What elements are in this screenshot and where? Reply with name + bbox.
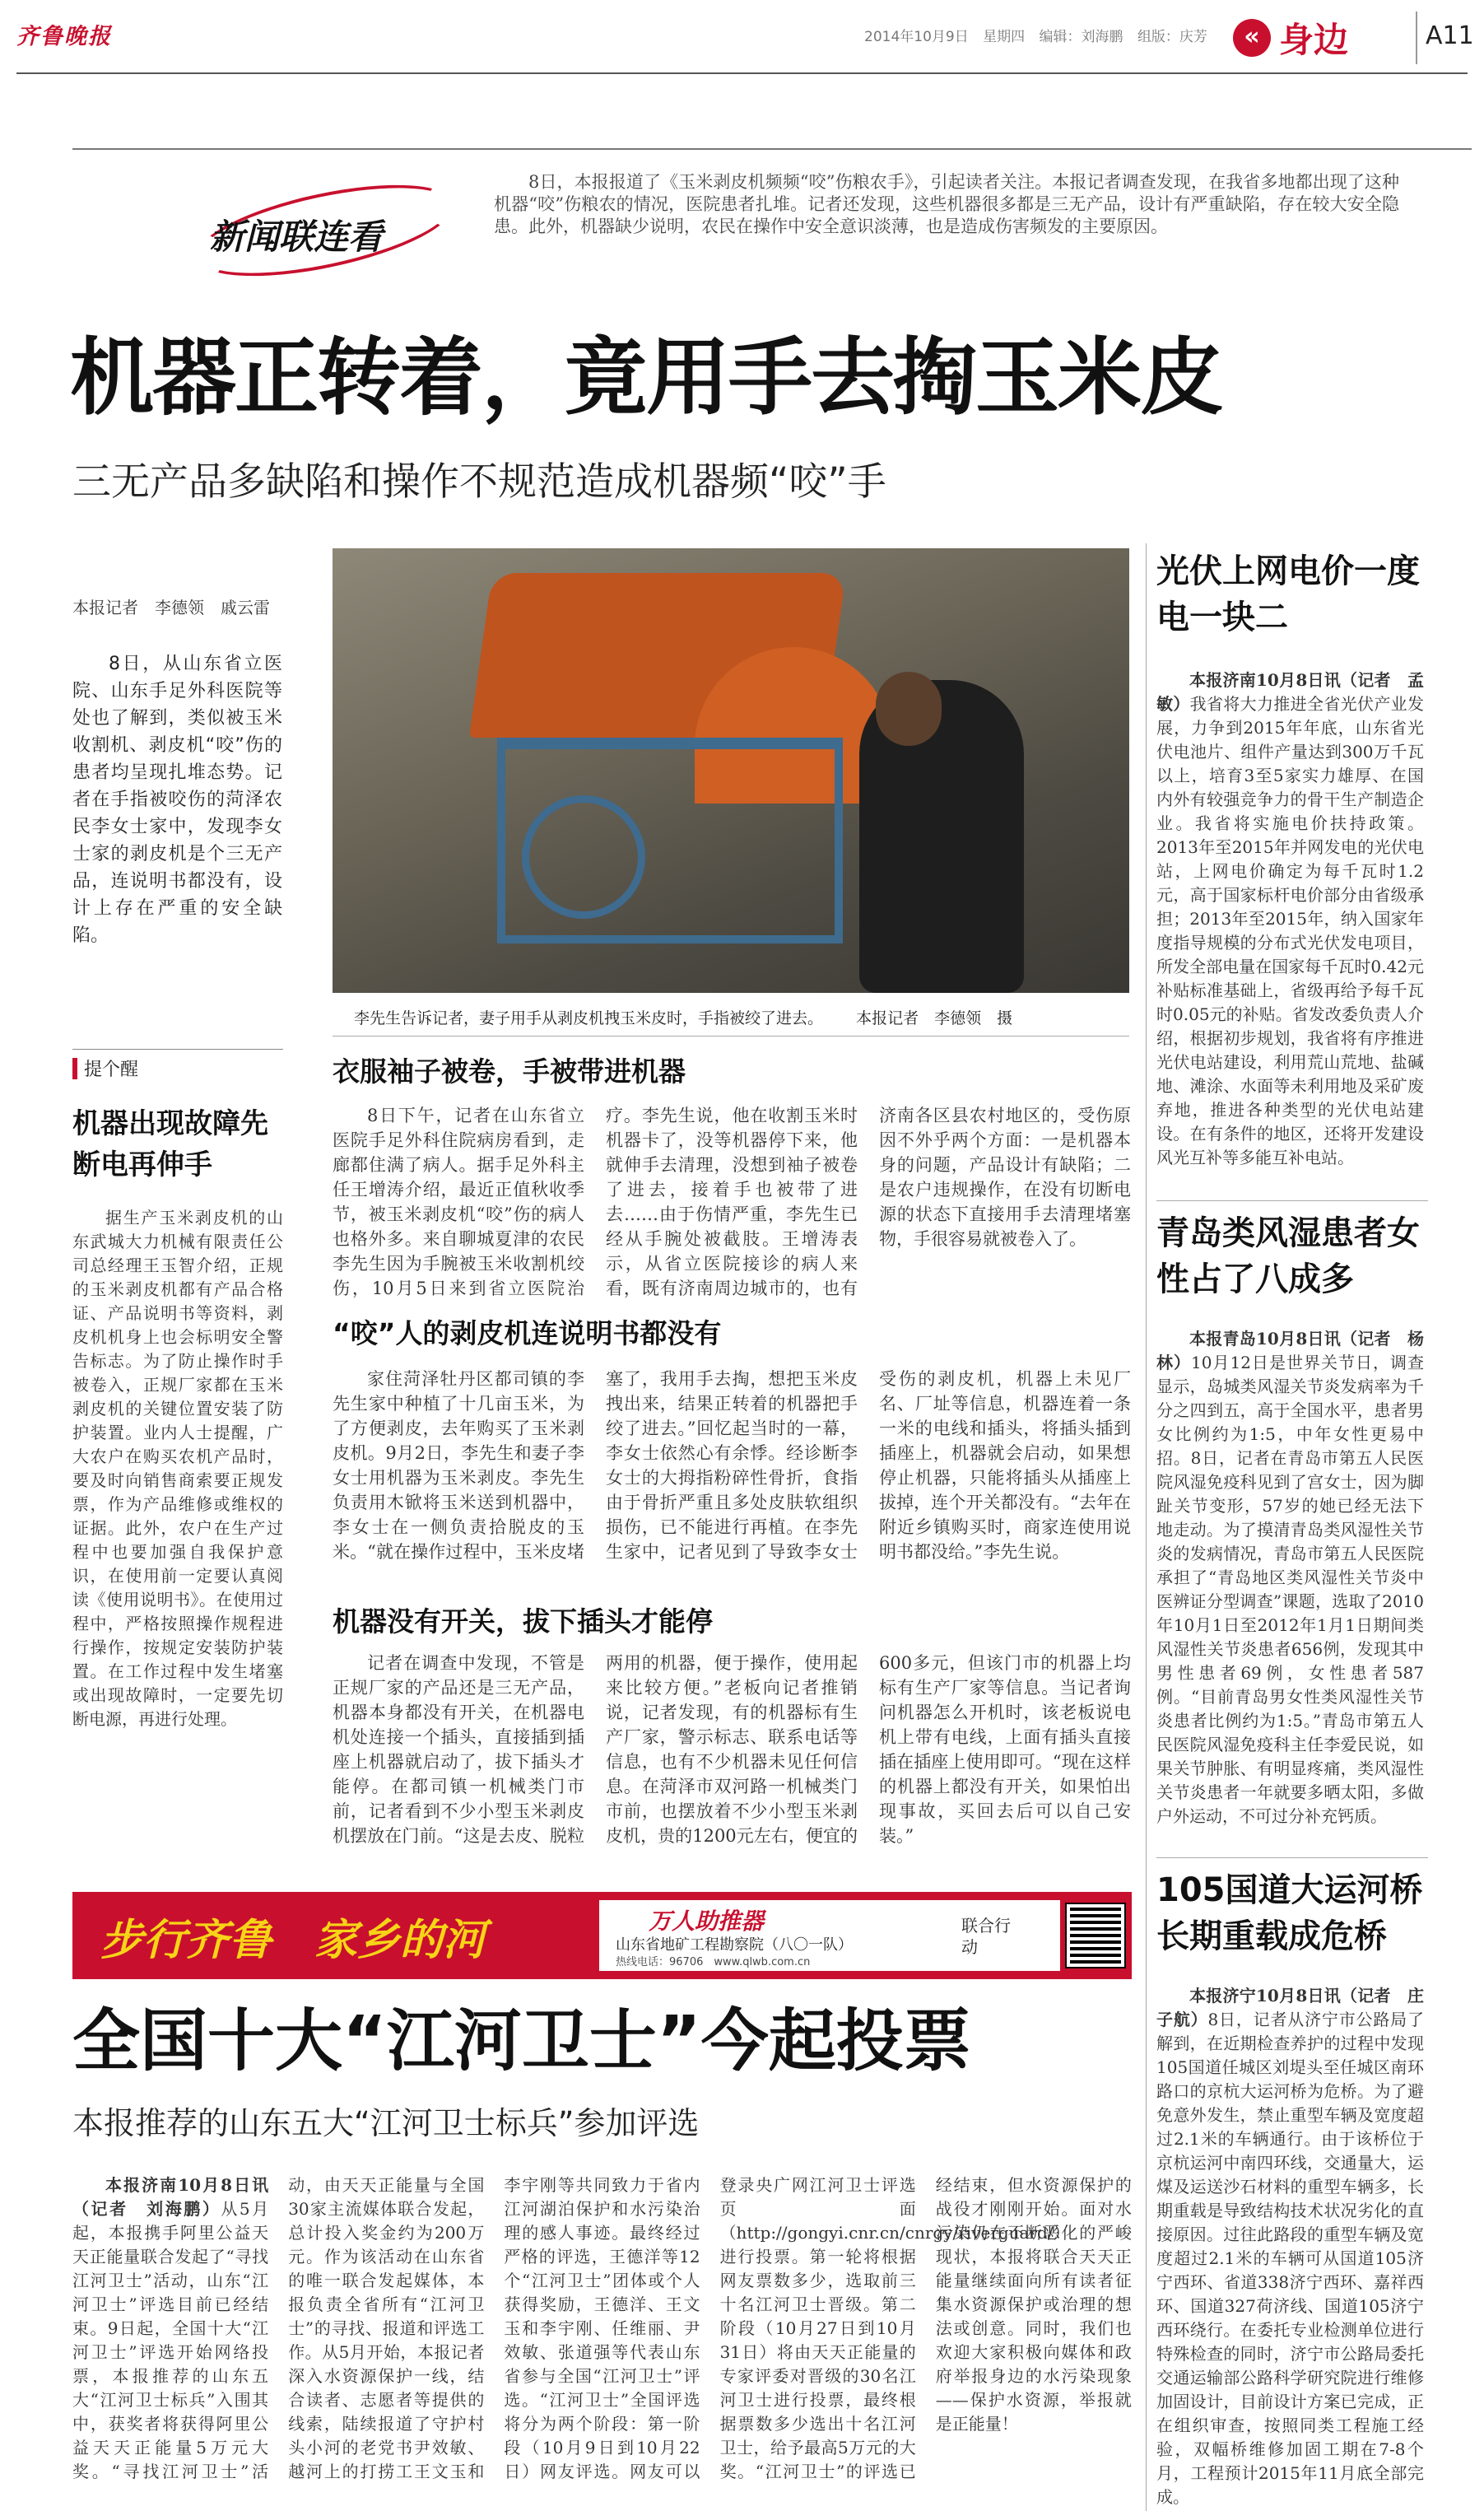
reminder-title: 机器出现故障先断电再伸手	[72, 1107, 268, 1181]
campaign-banner	[72, 1892, 1132, 1979]
sidebar-divider	[1146, 543, 1147, 2511]
photo-caption-rule	[333, 1036, 1129, 1037]
lead-top-rule	[72, 148, 1472, 150]
weekday: 星期四	[983, 29, 1026, 45]
banner-slogan: 步行齐鲁 家乡的河	[100, 1915, 486, 1965]
lead-subheadline: 三无产品多缺陷和操作不规范造成机器频“咬”手	[72, 459, 886, 505]
issue-date: 2014年10月9日	[864, 29, 969, 45]
page-number: A11	[1426, 21, 1474, 50]
caption-text: 李先生告诉记者，妻子用手从剥皮机拽玉米皮时，手指被绞了进去。	[354, 1009, 824, 1027]
section-tab	[1233, 13, 1414, 63]
section-label: 身边	[1279, 20, 1349, 60]
lead-photo	[333, 548, 1129, 993]
machine-wheel	[522, 795, 645, 919]
header-rule	[16, 72, 1468, 74]
second-dateline: 本报济南10月8日讯（记者 刘海鹏）	[72, 2175, 269, 2219]
banner-brand: 万人助推器	[649, 1908, 765, 1935]
banner-joint: 联合行动	[961, 1916, 1011, 1957]
lead-intro: 8日，本报报道了《玉米剥皮机频频“咬”伤粮农手》，引起读者关注。本报记者调查发现，在我省多地都出现了这种机器“咬”伤粮农的情况，医院患者扎堆。记者还发现，这些机器很多都是三无产品，设计有严重缺陷，存在较大安全隐患。此外，机器缺少说明，农民在操作中安全意识淡薄，也是造成伤害频发的主要原因。	[494, 172, 1399, 236]
lead-headline: 机器正转着，竟用手去掏玉米皮	[70, 329, 1222, 427]
lead-body-2: 家住菏泽牡丹区都司镇的李先生家中种植了十几亩玉米，为了方便剥皮，去年购买了玉米剥皮机。9月2日，李先生和妻子李女士用机器为玉米剥皮。李先生负责用木锨将玉米送到机器中，李女士在一侧负责拾脱皮的玉米。“就在操作过程中，玉米皮堵塞了，我用手去掏，想把玉米皮拽出来，结果正转着的机器把手绞了进去。”回忆起当时的一幕，李女士依然心有余悸。经诊断李女士的大拇指粉碎性骨折，食指由于骨折严重且多处皮肤软组织损伤，已不能进行再植。在李先生家中，记者见到了导致李女士受伤的剥皮机，机器上未见厂名、厂址等信息，机器连着一条一米的电线和插头，将插头插到插座上，机器就会启动，如果想停止机器，只能将插头从插座上拔掉，连个开关都没有。“去年在附近乡镇购买时，商家连使用说明书都没给。”李先生说。	[333, 1369, 1131, 1562]
lead-body-3: 记者在调查中发现，不管是正规厂家的产品还是三无产品，机器本身都没有开关，在机器电机处连接一个插头，直接插到插座上机器就启动了，拔下插头才能停。在都司镇一机械类门市前，记者看到不少小型玉米剥皮机摆放在门前。“这是去皮、脱粒两用的机器，便于操作，使用起来比较方便。”老板向记者推销说，记者发现，有的机器标有生产厂家，警示标志、联系电话等信息，也有不少机器未见任何信息。在菏泽市双河路一机械类门市前，也摆放着不少小型玉米剥皮机，贵的1200元左右，便宜的600多元，但该门市的机器上均标有生产厂家等信息。当记者询问机器怎么开机时，该老板说电机上带有电线，上面有插头直接插在插座上使用即可。“现在这样的机器上都没有开关，如果怕出现事故，买回去后可以自己安装。”	[333, 1653, 1131, 1846]
sidebar-dateline-3: 本报济宁10月8日讯（记者 庄子航）	[1156, 1986, 1424, 2029]
header-meta	[864, 25, 1207, 45]
header-divider	[1416, 12, 1417, 64]
reminder-label-text: 提个醒	[84, 1060, 139, 1080]
news-link-badge	[185, 169, 490, 284]
sidebar-title-3: 105国道大运河桥长期重载成危桥	[1156, 1871, 1423, 1955]
second-headline: 全国十大“江河卫士”今起投票	[72, 2002, 971, 2080]
lead-subhead-3: 机器没有开关，拔下插头才能停	[333, 1605, 713, 1638]
sidebar-body-2: 本报青岛10月8日讯（记者 杨林）10月12日是世界关节日，调查显示，岛城类风湿关节炎发病率为千分之四到五，高于全国水平，患者男女比例约为1:5，中年女性更易中招。8日，记者在青岛市第五人民医院风湿免疫科见到了宫女士，因为脚趾关节变形，57岁的她已经无法下地走动。为了摸清青岛类风湿性关节炎的发病情况，青岛市第五人民医院承担了“青岛地区类风湿性关节炎中医辨证分型调查”课题，选取了2010年10月1日至2012年1月1日期间类风湿性关节炎患者656例，发现其中男性患者69例，女性患者587例。“目前青岛男女性类风湿性关节炎患者比例约为1:5。”青岛市第五人民医院风湿免疫科主任李爱民说，如果关节肿胀、有明显疼痛，类风湿性关节炎患者一年就要多晒太阳，多做户外运动，不可过分补充钙质。	[1156, 1329, 1424, 1826]
banner-sponsor	[599, 1900, 1060, 1971]
paper-logo: 齐鲁晚报	[16, 24, 112, 49]
layout-editor: 组版：庆芳	[1137, 29, 1207, 45]
banner-org: 山东省地矿工程勘察院（八〇一队）	[616, 1936, 853, 1954]
reminder-text: 据生产玉米剥皮机的山东武城大力机械有限责任公司总经理王玉智介绍，正规的玉米剥皮机都有产品合格证、产品说明书等资料，剥皮机机身上也会标明安全警告标志。为了防止操作时手被卷入，正规厂家都在玉米剥皮机的关键位置安装了防护装置。业内人士提醒，广大农户在购买农机产品时，要及时向销售商索要正规发票，作为产品维修或维权的证据。此外，农户在生产过程中也要加强自我保护意识，在使用前一定要认真阅读《使用说明书》。在使用过程中，严格按照操作规程进行操作，按规定安装防护装置。在工作过程中发生堵塞或出现故障时，一定要先切断电源，再进行处理。	[72, 1208, 283, 1729]
second-body: 本报济南10月8日讯（记者 刘海鹏）从5月起，本报携手阿里公益天天正能量联合发起了“寻找江河卫士”活动，山东“江河卫士”评选目前已经结束。9日起，全国十大“江河卫士”评选开始网络投票，本报推荐的山东五大“江河卫士标兵”入围其中，获奖者将获得阿里公益天天正能量5万元大奖。“寻找江河卫士”活动，由天天正能量与全国30家主流媒体联合发起，总计投入奖金约为200万元。作为该活动在山东省的唯一联合发起媒体，本报负责全省所有“江河卫士”的寻找、报道和评选工作。从5月开始，本报记者深入水资源保护一线，结合读者、志愿者等提供的线索，陆续报道了守护村头小河的老党书尹效敏、越河上的打捞工王文玉和李宇刚等共同致力于省内江河湖泊保护和水污染治理的感人事迹。最终经过严格的评选，王德洋等12个“江河卫士”团体或个人获得奖励，王德洋、王文玉和李宇刚、任维丽、尹效敏、张道强等代表山东省参与全国“江河卫士”评选。“江河卫士”全国评选将分为两个阶段：第一阶段（10月9日到10月22日）网友评选。网友可以登录央广网江河卫士评选页面（http://gongyi.cnr.cn/cnrgy/riverguard/）进行投票。第一轮将根据网友票数多少，选取前三十名江河卫士晋级。第二阶段（10月27日到10月31日）将由天天正能量的专家评委对晋级的30名江河卫士进行投票，最终根据票数多少选出十名江河卫士，给予最高5万元的大奖。“江河卫士”的评选已经结束，但水资源保护的战役才刚刚开始。面对水污染仍在不断恶化的严峻现状，本报将联合天天正能量继续面向所有读者征集水资源保护或治理的想法或创意。同时，我们也欢迎大家积极向媒体和政府举报身边的水污染现象——保护水资源，举报就是正能量！	[72, 2175, 1132, 2481]
sidebar-dateline-2: 本报青岛10月8日讯（记者 杨林）	[1156, 1329, 1424, 1372]
banner-qr-code[interactable]	[1067, 1904, 1124, 1967]
reminder-label	[72, 1055, 138, 1081]
reminder-top-rule	[72, 1049, 283, 1050]
lead-byline: 本报记者 李德领 戚云雷	[72, 598, 270, 617]
lead-summary: 8日，从山东省立医院、山东手足外科医院等处也了解到，类似被玉米收割机、剥皮机“咬”伤的患者均呈现扎堆态势。记者在手指被咬伤的菏泽农民李女士家中，发现李女士家的剥皮机是个三无产品，连说明书都没有，设计上存在严重的安全缺陷。	[72, 654, 282, 946]
badge-text: 新闻联连看	[210, 217, 384, 257]
sidebar-body-1: 本报济南10月8日讯（记者 孟敏）我省将大力推进全省光伏产业发展，力争到2015年年底，山东省光伏电池片、组件产量达到300万千瓦以上，培育3至5家实力雄厚、在国内外有较强竞争力的骨干生产制造企业。我省将实施电价扶持政策。2013年至2015年并网发电的光伏电站，上网电价确定为每千瓦时1.2元，高于国家标杆电价部分由省级承担；2013年至2015年，纳入国家年度指导规模的分布式光伏发电项目，所发全部电量在国家每千瓦时0.42元补贴标准基础上，省级再给予每千瓦时0.05元的补贴。省发改委负责人介绍，根据初步规划，我省将有序推进光伏电站建设，利用荒山荒地、盐碱地、滩涂、水面等未利用地及采矿废弃地，推进各种类型的光伏电站建设。在有条件的地区，还将开发建设风光互补等多能互补电站。	[1156, 670, 1425, 1167]
banner-hotline: 热线电话：96706 www.qlwb.com.cn	[616, 1956, 811, 1968]
worker-head	[876, 672, 942, 746]
lead-body-1: 8日下午，记者在山东省立医院手足外科住院病房看到，走廊都住满了病人。据手足外科主任王增涛介绍，最近正值秋收季节，被玉米剥皮机“咬”伤的病人也格外多。来自聊城夏津的农民李先生因为手腕被玉米收割机绞伤，10月5日来到省立医院治疗。李先生说，他在收割玉米时机器卡了，没等机器停下来，他就伸手去清理，没想到袖子被卷了进去，接着手也被带了进去……由于伤情严重，李先生已经从手腕处被截肢。王增涛表示，从省立医院接诊的病人来看，既有济南周边城市的，也有济南各区县农村地区的，受伤原因不外乎两个方面：一是机器本身的问题，产品设计有缺陷；二是农户违规操作，在没有切断电源的状态下直接用手去清理堵塞物，手很容易就被卷入了。	[333, 1106, 1131, 1298]
reminder-marker-icon	[72, 1058, 77, 1079]
section-arrow-icon: «	[1233, 19, 1271, 57]
sidebar-rule-1	[1156, 1200, 1428, 1201]
sidebar-dateline-1: 本报济南10月8日讯（记者 孟敏）	[1156, 670, 1424, 714]
sidebar-rule-2	[1156, 1857, 1428, 1858]
editor: 编辑：刘海鹏	[1039, 29, 1123, 45]
lead-subhead-1-text: 衣服袖子被卷，手被带进机器	[333, 1055, 686, 1088]
photo-caption	[354, 1006, 1119, 1028]
second-subheadline: 本报推荐的山东五大“江河卫士标兵”参加评选	[72, 2105, 700, 2141]
sidebar-title-1: 光伏上网电价一度电一块二	[1156, 552, 1420, 636]
sidebar-body-3: 本报济宁10月8日讯（记者 庄子航）8日，记者从济宁市公路局了解到，在近期检查养护的过程中发现105国道任城区刘堤头至任城区南环路口的京杭大运河桥为危桥。为了避免意外发生，禁止重型车辆及宽度超过2.1米的车辆通行。由于该桥位于京杭运河中南四环线，交通量大，运煤及运送沙石材料的重型车辆多，长期重载是导致结构技术状况劣化的直接原因。过往此路段的重型车辆及宽度超过2.1米的车辆可从国道105济宁西环、省道338济宁西环、嘉祥西环、国道327荷济线、国道105济宁西环绕行。在委托专业检测单位进行特殊检查的同时，济宁市公路局委托交通运输部公路科学研究院进行维修加固设计，目前设计方案已完成，正在组织审查，按照同类工程施工经验，双幅桥维修加固工期在7-8个月，工程预计2015年11月底全部完成。	[1156, 1986, 1424, 2507]
lead-subhead-2: “咬”人的剥皮机连说明书都没有	[333, 1317, 722, 1349]
sidebar-title-2: 青岛类风湿患者女性占了八成多	[1156, 1214, 1420, 1298]
photo-credit: 本报记者 李德领 摄	[856, 1009, 1013, 1027]
